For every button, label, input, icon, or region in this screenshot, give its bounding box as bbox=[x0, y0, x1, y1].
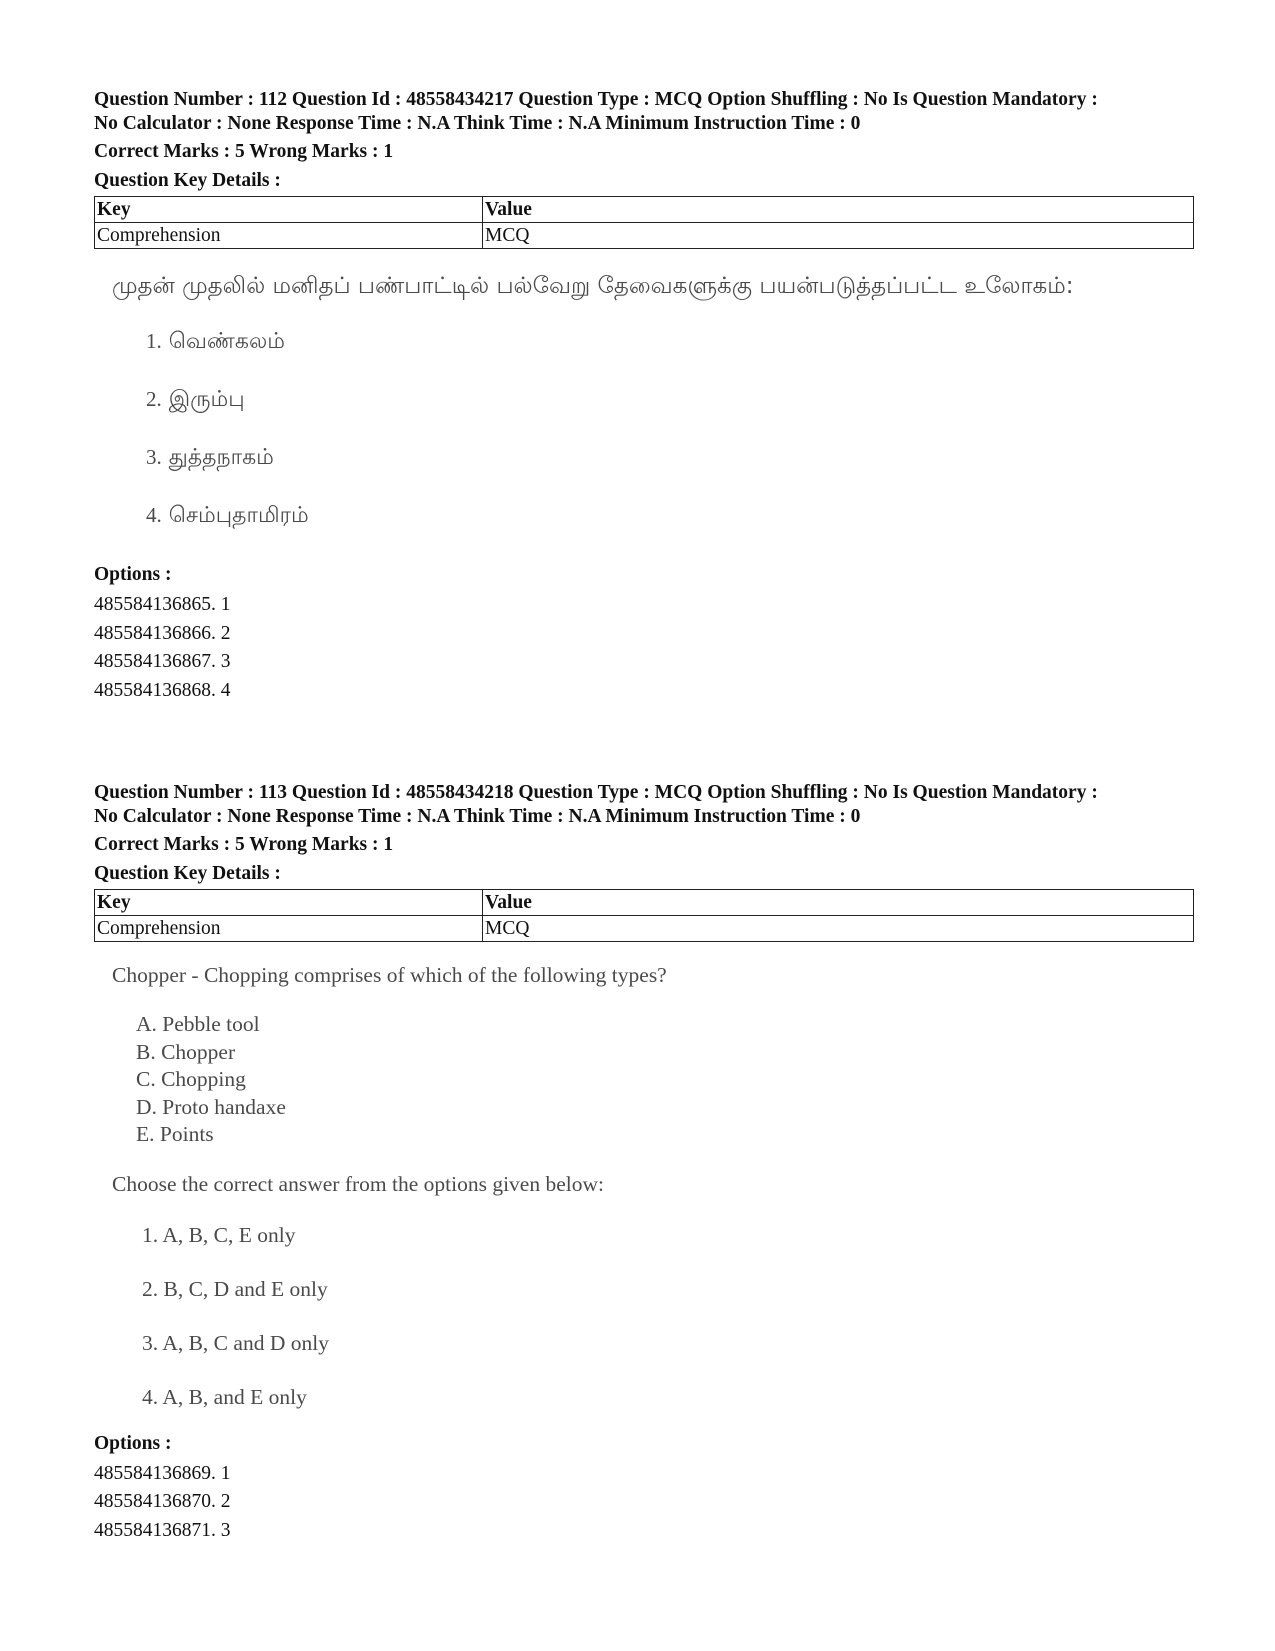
choice-text: செம்புதாமிரம் bbox=[168, 503, 309, 528]
choice-text: துத்தநாகம் bbox=[168, 445, 274, 470]
question-meta-line-1: Question Number : 112 Question Id : 48558434217 Question Type : MCQ Option Shuffling : No Is Question Mandatory : bbox=[94, 89, 1098, 110]
option-line: 485584136868. 4 bbox=[94, 679, 231, 701]
key-table-header-row bbox=[95, 197, 1194, 223]
option-line: 485584136866. 2 bbox=[94, 622, 231, 644]
choice-number: 2. bbox=[146, 387, 162, 411]
key-column-header: Key bbox=[95, 197, 483, 223]
key-table-header-row bbox=[95, 890, 1194, 916]
marks-line: Correct Marks : 5 Wrong Marks : 1 bbox=[94, 141, 394, 162]
question-meta-line-2: No Calculator : None Response Time : N.A Think Time : N.A Minimum Instruction Time : 0 bbox=[94, 113, 861, 134]
options-heading: Options : bbox=[94, 1432, 172, 1454]
choice-text: இரும்பு bbox=[168, 387, 245, 412]
value-column-header: Value bbox=[483, 197, 1194, 223]
key-cell: Comprehension bbox=[95, 916, 483, 942]
type-item: E. Points bbox=[136, 1122, 214, 1146]
option-line: 485584136869. 1 bbox=[94, 1462, 231, 1484]
key-column-header: Key bbox=[95, 890, 483, 916]
options-section bbox=[94, 1432, 1194, 1546]
options-section bbox=[94, 563, 1194, 705]
option-line: 485584136870. 2 bbox=[94, 1491, 231, 1512]
choice-number: 1. bbox=[146, 329, 162, 353]
question-113 bbox=[94, 781, 1194, 1545]
key-table-row bbox=[95, 916, 1194, 942]
key-details-table bbox=[94, 889, 1194, 942]
choice-item: 1. A, B, C, E only bbox=[142, 1222, 296, 1247]
option-line: 485584136865. 1 bbox=[94, 594, 231, 615]
choice-text: வெண்கலம் bbox=[168, 329, 285, 354]
key-details-heading: Question Key Details : bbox=[94, 863, 281, 884]
option-line: 485584136871. 3 bbox=[94, 1519, 231, 1541]
choice-item bbox=[146, 383, 1194, 441]
choice-item bbox=[146, 325, 1194, 383]
choice-item: 3. A, B, C and D only bbox=[142, 1330, 329, 1355]
choice-item: 4. A, B, and E only bbox=[142, 1384, 307, 1409]
choice-number: 3. bbox=[146, 445, 162, 469]
question-content bbox=[112, 962, 1194, 1438]
question-stem: Chopper - Chopping comprises of which of the following types? bbox=[112, 963, 667, 987]
type-item: D. Proto handaxe bbox=[136, 1094, 286, 1119]
choice-list bbox=[142, 1222, 1194, 1438]
value-cell: MCQ bbox=[483, 223, 1194, 249]
option-line: 485584136867. 3 bbox=[94, 651, 231, 672]
choice-list bbox=[146, 325, 1194, 557]
key-cell: Comprehension bbox=[95, 223, 483, 249]
marks-line: Correct Marks : 5 Wrong Marks : 1 bbox=[94, 834, 394, 855]
choice-item: 2. B, C, D and E only bbox=[142, 1276, 328, 1301]
question-content bbox=[112, 271, 1194, 557]
type-item: B. Chopper bbox=[136, 1039, 236, 1064]
type-item: C. Chopping bbox=[136, 1067, 246, 1091]
question-meta-line-2: No Calculator : None Response Time : N.A Think Time : N.A Minimum Instruction Time : 0 bbox=[94, 806, 861, 827]
question-112 bbox=[94, 88, 1194, 705]
choice-item bbox=[146, 499, 1194, 557]
type-list bbox=[136, 1011, 1194, 1149]
type-item: A. Pebble tool bbox=[136, 1012, 260, 1036]
value-column-header: Value bbox=[483, 890, 1194, 916]
choice-item bbox=[146, 441, 1194, 499]
question-stem: முதன் முதலில் மனிதப் பண்பாட்டில் பல்வேறு தேவைகளுக்கு பயன்படுத்தப்பட்ட உலோகம்: bbox=[112, 273, 1074, 299]
options-heading: Options : bbox=[94, 564, 172, 585]
key-details-heading: Question Key Details : bbox=[94, 170, 281, 191]
question-meta-line-1: Question Number : 113 Question Id : 48558434218 Question Type : MCQ Option Shuffling : No Is Question Mandatory : bbox=[94, 782, 1098, 803]
answer-instruction: Choose the correct answer from the options given below: bbox=[112, 1171, 604, 1196]
choice-number: 4. bbox=[146, 503, 162, 527]
key-table-row bbox=[95, 223, 1194, 249]
key-details-table bbox=[94, 196, 1194, 249]
value-cell: MCQ bbox=[483, 916, 1194, 942]
